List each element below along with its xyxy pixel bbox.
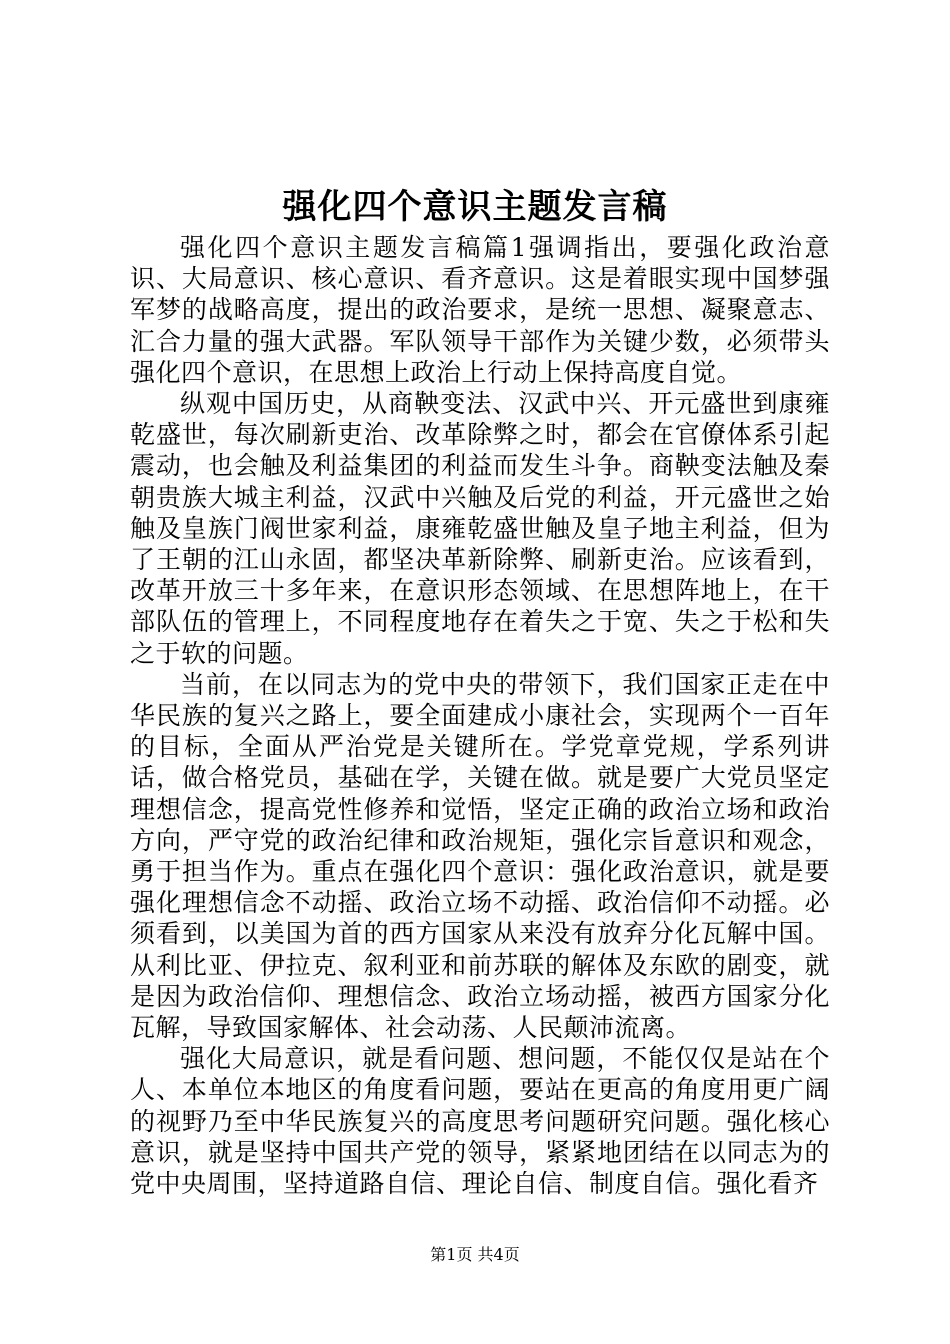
page-number-footer: 第1页 共4页 <box>430 1245 520 1264</box>
document-body <box>130 232 830 1199</box>
paragraph-2: 纵观中国历史，从商鞅变法、汉武中兴、开元盛世到康雍乾盛世，每次刷新吏治、改革除弊之时，都会在官僚体系引起震动，也会触及利益集团的利益而发生斗争。商鞅变法触及秦朝贵族大城主利益，汉武中兴触及后党的利益，开元盛世之始触及皇族门阀世家利益，康雍乾盛世触及皇子地主利益，但为了王朝的江山永固，都坚决革新除弊、刷新吏治。应该看到，改革开放三十多年来，在意识形态领域、在思想阵地上，在干部队伍的管理上，不同程度地存在着失之于宽、失之于松和失之于软的问题。 <box>130 389 830 668</box>
paragraph-4: 强化大局意识，就是看问题、想问题，不能仅仅是站在个人、本单位本地区的角度看问题，要站在更高的角度用更广阔的视野乃至中华民族复兴的高度思考问题研究问题。强化核心意识，就是坚持中国共产党的领导，紧紧地团结在以同志为的党中央周围，坚持道路自信、理论自信、制度自信。强化看齐 <box>130 1044 830 1199</box>
paragraph-3: 当前，在以同志为的党中央的带领下，我们国家正走在中华民族的复兴之路上，要全面建成小康社会，实现两个一百年的目标，全面从严治党是关键所在。学党章党规，学系列讲话，做合格党员，基础在学，关键在做。就是要广大党员坚定理想信念，提高党性修养和觉悟，坚定正确的政治立场和政治方向，严守党的政治纪律和政治规矩，强化宗旨意识和观念，勇于担当作为。重点在强化四个意识：强化政治意识，就是要强化理想信念不动摇、政治立场不动摇、政治信仰不动摇。必须看到，以美国为首的西方国家从来没有放弃分化瓦解中国。从利比亚、伊拉克、叙利亚和前苏联的解体及东欧的剧变，就是因为政治信仰、理想信念、政治立场动摇，被西方国家分化瓦解，导致国家解体、社会动荡、人民颠沛流离。 <box>130 669 830 1043</box>
document-title: 强化四个意识主题发言稿 <box>282 187 668 227</box>
paragraph-1: 强化四个意识主题发言稿篇1强调指出，要强化政治意识、大局意识、核心意识、看齐意识。这是着眼实现中国梦强军梦的战略高度，提出的政治要求，是统一思想、凝聚意志、汇合力量的强大武器。军队领导干部作为关键少数，必须带头强化四个意识，在思想上政治上行动上保持高度自觉。 <box>130 233 830 387</box>
